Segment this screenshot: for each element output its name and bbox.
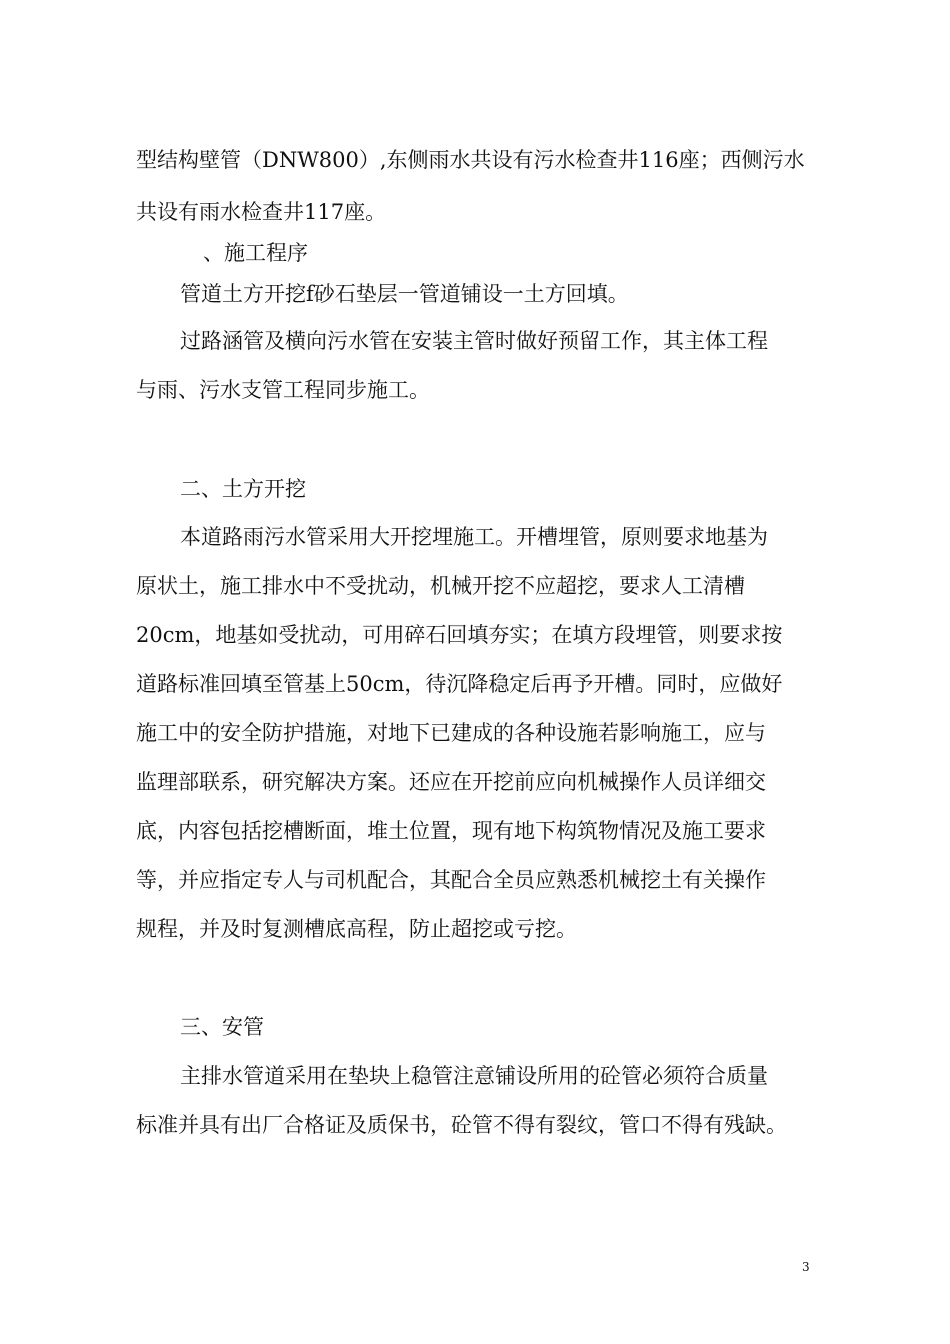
body-text-line: 过路涵管及横向污水管在安装主管时做好预留工作，其主体工程 — [180, 329, 768, 353]
body-text-line: 道路标准回填至管基上50cm，待沉降稳定后再予开槽。同时，应做好 — [136, 672, 783, 696]
body-text-line: 底，内容包括挖槽断面，堆土位置，现有地下构筑物情况及施工要求 — [136, 819, 766, 843]
body-text-line: 主排水管道采用在垫块上稳管注意铺设所用的砼管必须符合质量 — [180, 1064, 768, 1088]
body-text-line: 型结构壁管（DNW800）,东侧雨水共设有污水检查井116座；西侧污水 — [136, 148, 805, 172]
body-text-line: 共设有雨水检查井117座。 — [136, 200, 387, 224]
body-text-line: 施工中的安全防护措施，对地下已建成的各种设施若影响施工，应与 — [136, 721, 766, 745]
body-text-line: 与雨、污水支管工程同步施工。 — [136, 378, 430, 402]
body-text-line: 20cm，地基如受扰动，可用碎石回填夯实；在填方段埋管，则要求按 — [136, 623, 783, 647]
body-text-line: 本道路雨污水管采用大开挖埋施工。开槽埋管，原则要求地基为 — [180, 525, 768, 549]
body-text-line: 标准并具有出厂合格证及质保书，砼管不得有裂纹，管口不得有残缺。 — [136, 1113, 787, 1137]
body-text-line: 管道土方开挖f砂石垫层一管道铺设一土方回填。 — [180, 282, 629, 306]
section-heading: 二、土方开挖 — [180, 477, 306, 501]
body-text-line: 原状土，施工排水中不受扰动，机械开挖不应超挖，要求人工清槽 — [136, 574, 745, 598]
section-heading: 三、安管 — [180, 1015, 264, 1039]
section-heading: 、施工程序 — [203, 241, 308, 265]
page-number: 3 — [802, 1260, 810, 1274]
body-text-line: 规程，并及时复测槽底高程，防止超挖或亏挖。 — [136, 917, 577, 941]
body-text-line: 监理部联系，研究解决方案。还应在开挖前应向机械操作人员详细交 — [136, 770, 766, 794]
body-text-line: 等，并应指定专人与司机配合，其配合全员应熟悉机械挖土有关操作 — [136, 868, 766, 892]
